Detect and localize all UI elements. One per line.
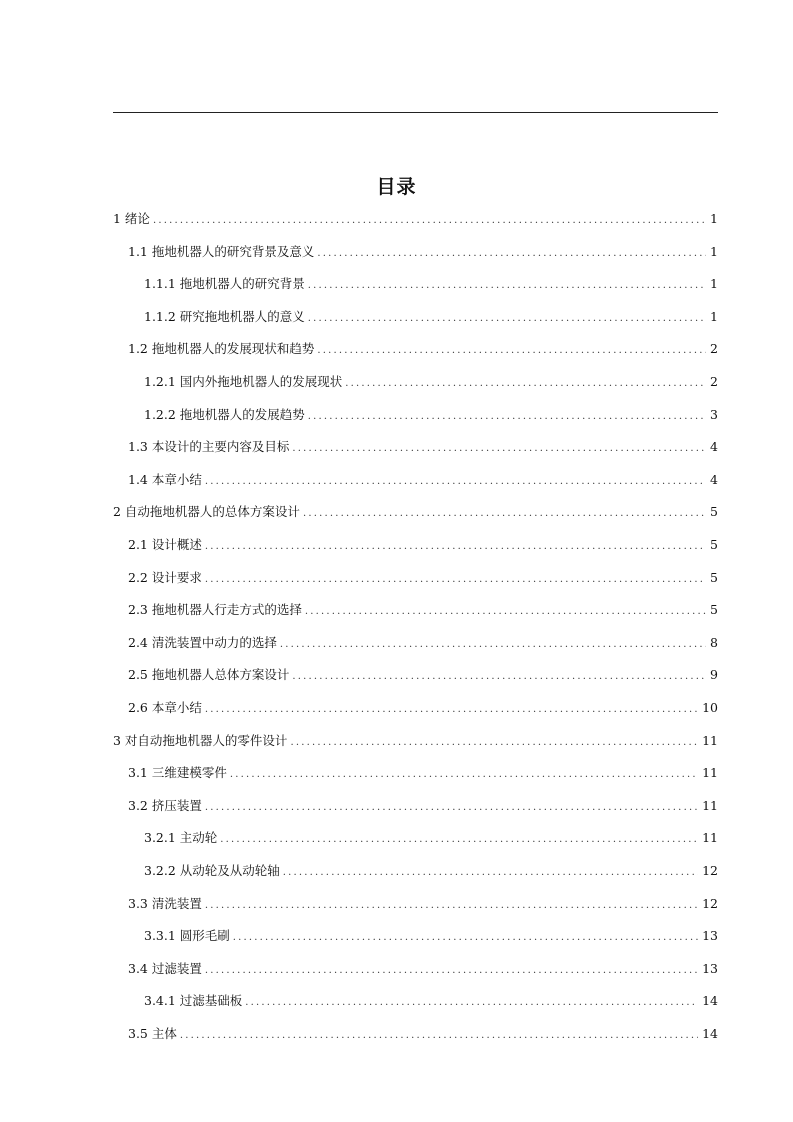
toc-dot-leader xyxy=(303,504,706,524)
toc-page-number: 13 xyxy=(702,960,718,976)
toc-entry-label: 2.6 本章小结 xyxy=(128,700,202,715)
toc-entry[interactable] xyxy=(128,339,718,359)
toc-page-number: 12 xyxy=(702,895,718,911)
header-rule xyxy=(113,112,718,113)
toc-page-number: 10 xyxy=(702,700,718,715)
toc-entry-label: 2.1 设计概述 xyxy=(128,537,202,552)
toc-entry-label: 1.2.1 国内外拖地机器人的发展现状 xyxy=(144,374,343,389)
toc-entry[interactable] xyxy=(128,242,718,262)
toc-dot-leader xyxy=(233,928,698,948)
toc-entry-label: 2.2 设计要求 xyxy=(128,569,202,585)
toc-dot-leader xyxy=(317,244,706,264)
toc-page-number: 1 xyxy=(710,308,718,324)
toc-page-number: 11 xyxy=(702,830,718,846)
toc-entry-label: 1.2.2 拖地机器人的发展趋势 xyxy=(144,406,305,422)
toc-entry[interactable] xyxy=(113,502,718,522)
toc-entry[interactable] xyxy=(128,959,718,979)
toc-entry-label: 3.3 清洗装置 xyxy=(128,895,202,911)
toc-entry[interactable] xyxy=(144,274,718,294)
toc-dot-leader xyxy=(290,733,698,753)
toc-page-number: 9 xyxy=(710,667,718,683)
toc-entry-label: 1 绪论 xyxy=(113,211,150,226)
toc-page-number: 13 xyxy=(702,928,718,944)
toc-dot-leader xyxy=(245,993,698,1013)
toc-page-number: 5 xyxy=(710,537,718,552)
toc-entry[interactable] xyxy=(128,763,718,783)
toc-dot-leader xyxy=(292,667,706,687)
toc-dot-leader xyxy=(345,374,706,394)
toc-page-number: 1 xyxy=(710,276,718,292)
toc-dot-leader xyxy=(292,439,706,459)
toc-page-number: 14 xyxy=(702,993,718,1009)
toc-entry-label: 1.4 本章小结 xyxy=(128,471,202,487)
toc-entry[interactable] xyxy=(113,731,718,751)
toc-entry-label: 2 自动拖地机器人的总体方案设计 xyxy=(113,504,300,520)
toc-page-number: 11 xyxy=(702,797,718,813)
toc-page-number: 11 xyxy=(702,765,718,781)
toc-entry[interactable] xyxy=(144,828,718,848)
toc-entry[interactable] xyxy=(128,470,718,490)
toc-entry[interactable] xyxy=(128,698,718,718)
toc-page-number: 5 xyxy=(710,504,718,520)
toc-entry[interactable] xyxy=(128,1024,718,1044)
toc-page-number: 4 xyxy=(710,471,718,487)
toc-entry[interactable] xyxy=(144,307,718,327)
toc-entry[interactable] xyxy=(144,405,718,425)
toc-entry-label: 3.3.1 圆形毛刷 xyxy=(144,928,230,944)
toc-dot-leader xyxy=(205,700,698,720)
toc-entry-label: 3.2 挤压装置 xyxy=(128,797,202,813)
toc-dot-leader xyxy=(205,570,706,590)
toc-entry[interactable] xyxy=(128,665,718,685)
toc-dot-leader xyxy=(308,276,706,296)
toc-entry-label: 3.2.2 从动轮及从动轮轴 xyxy=(144,863,280,878)
toc-entry[interactable] xyxy=(128,894,718,914)
toc-entry[interactable] xyxy=(144,926,718,946)
toc-dot-leader xyxy=(317,341,706,361)
toc-dot-leader xyxy=(205,961,698,981)
toc-dot-leader xyxy=(205,537,706,557)
toc-page-number: 4 xyxy=(710,439,718,455)
toc-dot-leader xyxy=(220,830,698,850)
toc-dot-leader xyxy=(205,896,698,916)
toc-entry[interactable] xyxy=(144,372,718,392)
toc-entry-label: 3 对自动拖地机器人的零件设计 xyxy=(113,732,288,748)
toc-page-number: 2 xyxy=(710,341,718,357)
toc-entry[interactable] xyxy=(128,568,718,588)
toc-entry-label: 2.3 拖地机器人行走方式的选择 xyxy=(128,602,302,618)
toc-entry[interactable] xyxy=(113,209,718,229)
toc-dot-leader xyxy=(283,863,698,883)
toc-dot-leader xyxy=(308,309,706,329)
toc-entry[interactable] xyxy=(144,861,718,881)
toc-dot-leader xyxy=(305,602,706,622)
toc-entry-label: 1.2 拖地机器人的发展现状和趋势 xyxy=(128,341,315,357)
toc-page-number: 8 xyxy=(710,634,718,650)
toc-dot-leader xyxy=(230,765,698,785)
toc-page-number: 5 xyxy=(710,602,718,618)
toc-page-number: 1 xyxy=(710,243,718,259)
toc-dot-leader xyxy=(308,407,706,427)
toc-page-number: 11 xyxy=(702,732,718,748)
toc-page-number: 12 xyxy=(702,863,718,878)
toc-dot-leader xyxy=(180,1026,698,1046)
toc-entry-label: 3.1 三维建模零件 xyxy=(128,765,227,781)
toc-dot-leader xyxy=(205,472,706,492)
toc-dot-leader xyxy=(153,211,706,231)
toc-entry-label: 3.4.1 过滤基础板 xyxy=(144,993,243,1009)
toc-entry[interactable] xyxy=(128,535,718,555)
toc-title: 目录 xyxy=(376,176,417,198)
toc-entry[interactable] xyxy=(128,437,718,457)
toc-entry[interactable] xyxy=(144,991,718,1011)
toc-entry[interactable] xyxy=(128,796,718,816)
toc-entry-label: 1.1.2 研究拖地机器人的意义 xyxy=(144,308,305,324)
toc-entry-label: 2.4 清洗装置中动力的选择 xyxy=(128,634,277,650)
toc-page-number: 1 xyxy=(710,211,718,226)
toc-entry-label: 3.5 主体 xyxy=(128,1026,177,1041)
toc-page-number: 14 xyxy=(702,1026,718,1041)
toc-entry-label: 3.2.1 主动轮 xyxy=(144,830,218,846)
toc-entry-label: 1.1 拖地机器人的研究背景及意义 xyxy=(128,243,315,259)
toc-entry-label: 1.1.1 拖地机器人的研究背景 xyxy=(144,276,305,292)
toc-entry[interactable] xyxy=(128,600,718,620)
toc-entry[interactable] xyxy=(128,633,718,653)
toc-entry-label: 3.4 过滤装置 xyxy=(128,960,202,976)
toc-entry-label: 2.5 拖地机器人总体方案设计 xyxy=(128,667,290,683)
toc-page-number: 3 xyxy=(710,406,718,422)
toc-page-number: 2 xyxy=(710,374,718,389)
toc-page-number: 5 xyxy=(710,569,718,585)
toc-dot-leader xyxy=(280,635,706,655)
toc-entry-label: 1.3 本设计的主要内容及目标 xyxy=(128,439,290,455)
toc-dot-leader xyxy=(205,798,698,818)
